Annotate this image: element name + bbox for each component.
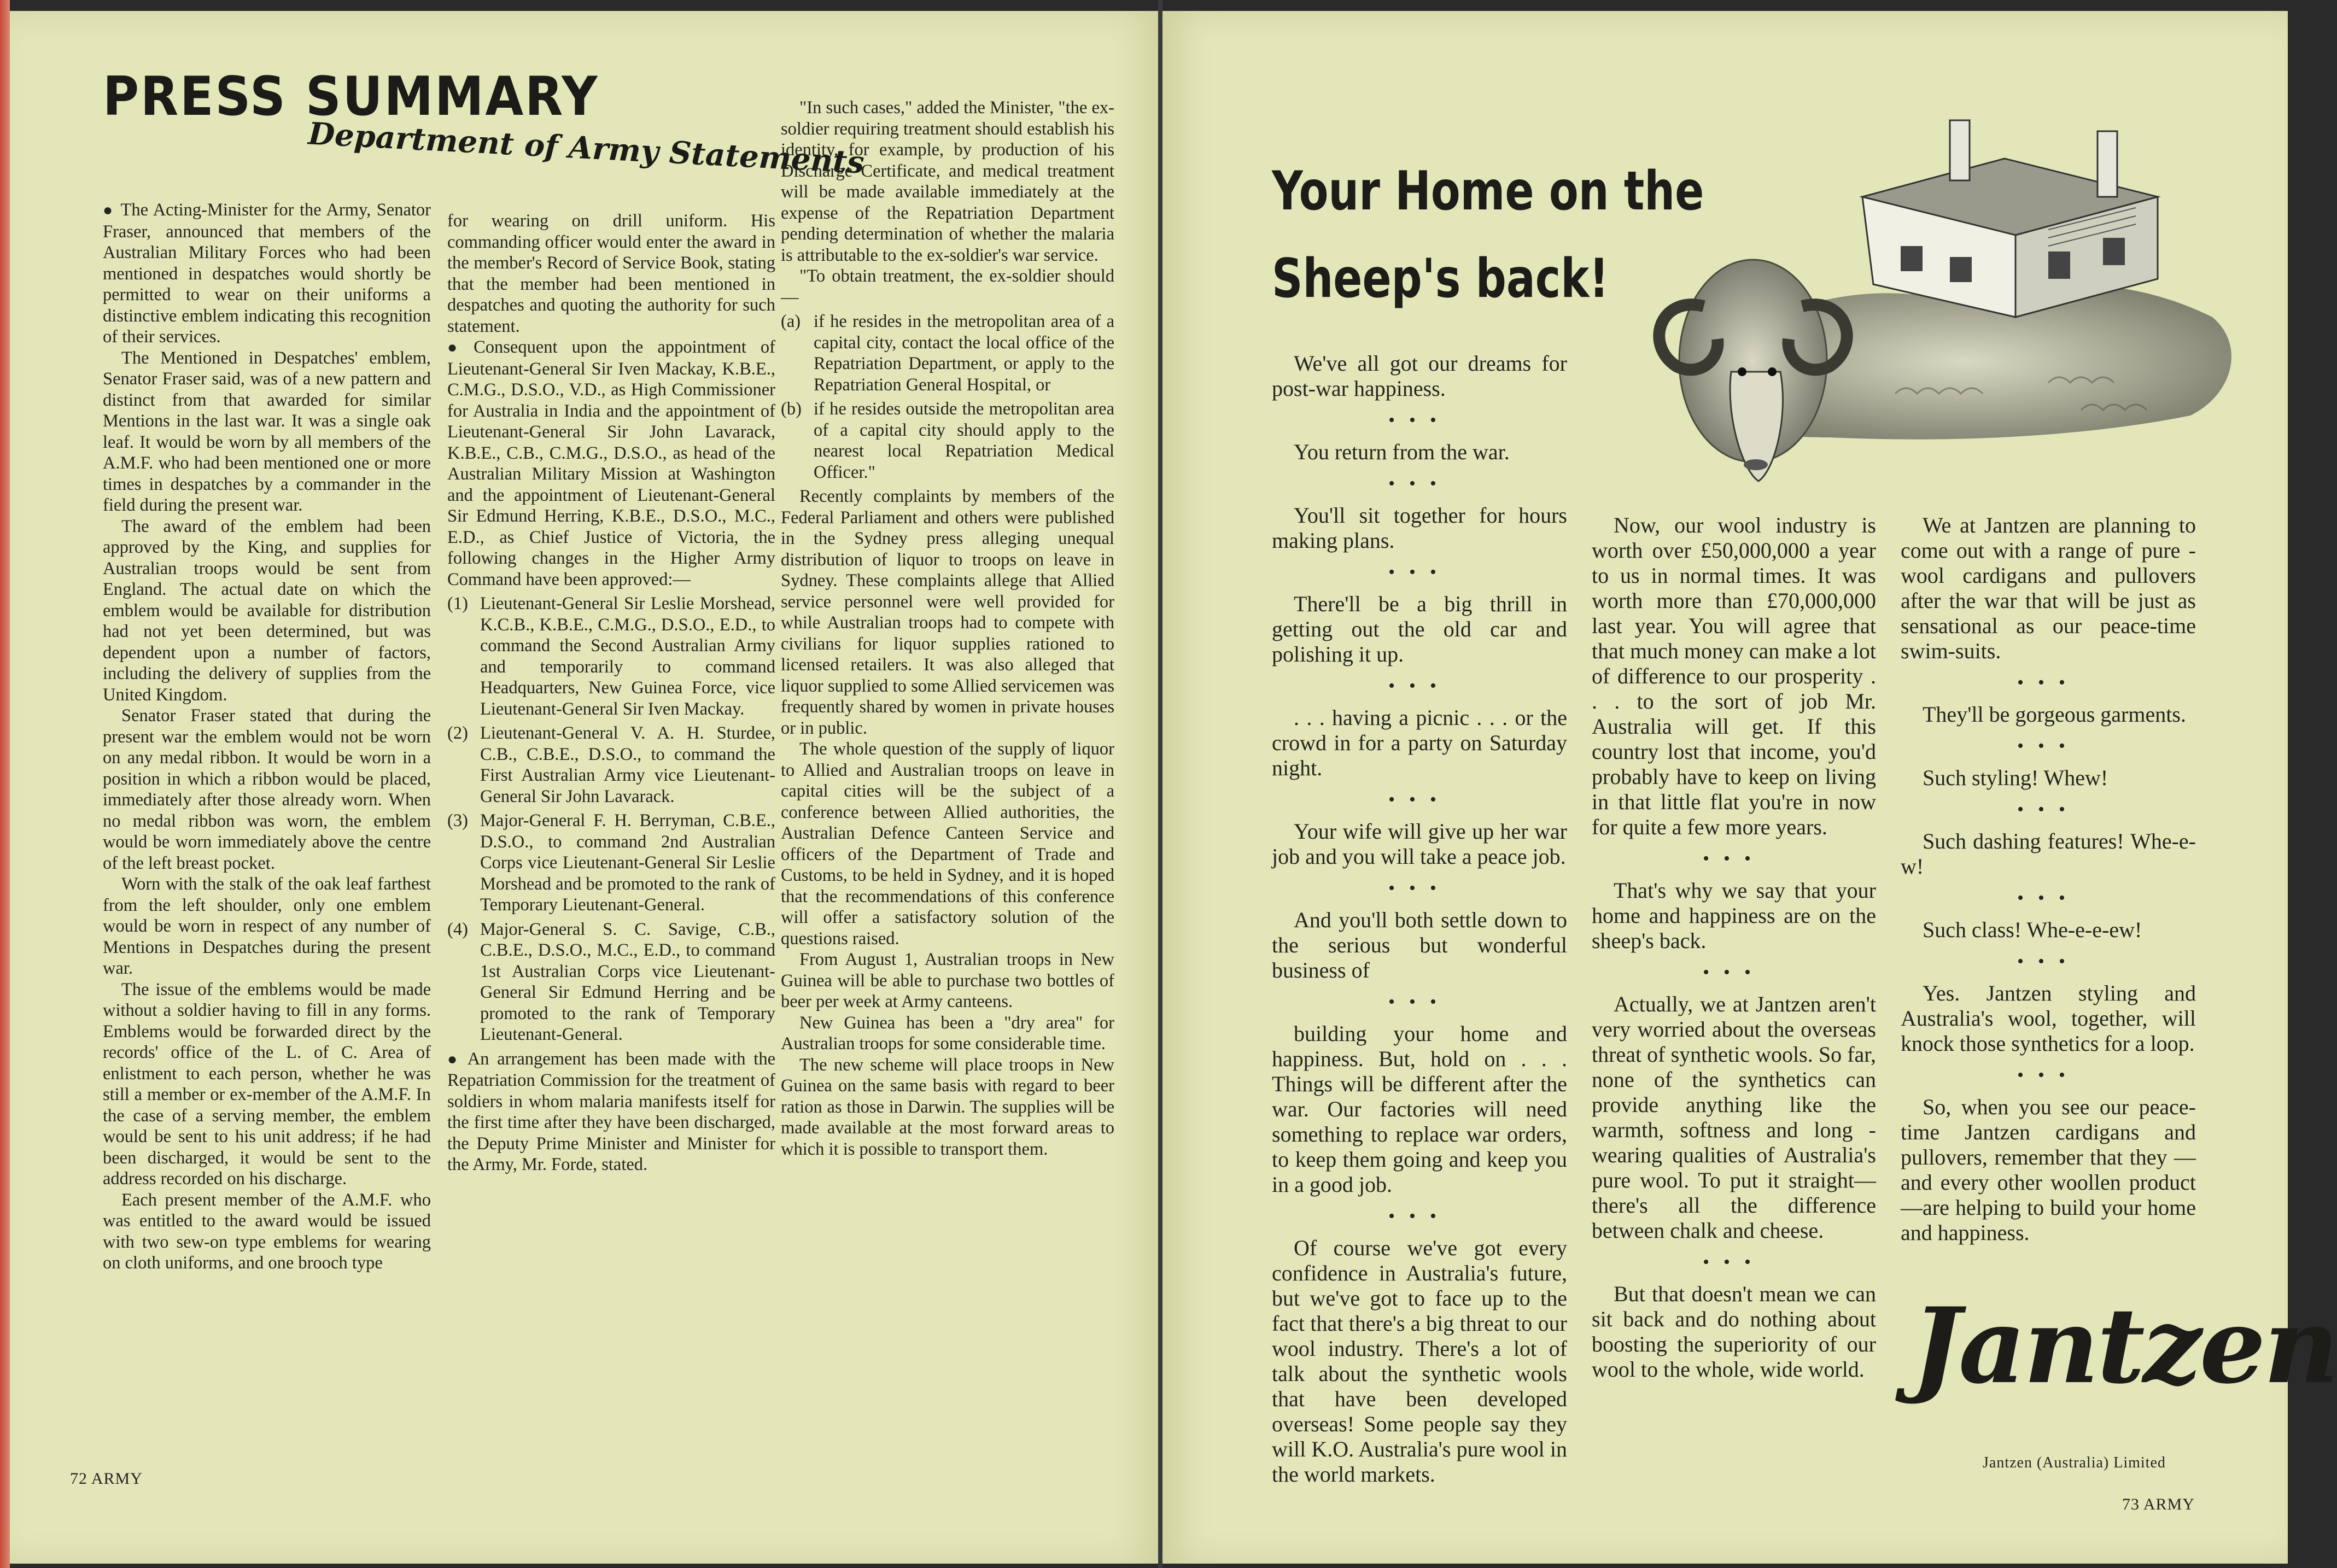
list-item bbox=[447, 723, 775, 807]
list-item bbox=[781, 399, 1114, 483]
jantzen-logo: Jantzen bbox=[1912, 1285, 2337, 1407]
ad-column-1 bbox=[1272, 351, 1567, 1487]
list-item-text: Lieutenant-General Sir Leslie Morshead, K.C.B., K.B.E., C.M.G., D.S.O., E.D., to command the Second Australian Army and temporarily to command Headquarters, New Guinea Force, vice Lieutenant-General Sir Iven Mackay. bbox=[480, 594, 775, 719]
list-item-text: if he resides outside the metropolitan area of a capital city should apply to the nearest local Repatriation Medical Officer." bbox=[814, 399, 1114, 482]
paragraph: So, when you see our peace-time Jantzen cardigans and pullovers, remember that they —and every other woollen product—are helping to build your home and happiness. bbox=[1901, 1095, 2196, 1245]
list-item bbox=[447, 919, 775, 1045]
list-item-marker: (3) bbox=[447, 811, 468, 830]
section-divider-dots: ••• bbox=[1388, 878, 1451, 898]
left-column-1 bbox=[103, 200, 431, 1274]
section-divider-dots: ••• bbox=[1703, 1252, 1765, 1272]
ad-column-2 bbox=[1592, 513, 1876, 1382]
section-divider-dots: ••• bbox=[1388, 473, 1451, 494]
paragraph: There'll be a big thrill in getting out the old car and polishing it up. bbox=[1272, 592, 1567, 666]
jantzen-company-name: Jantzen (Australia) Limited bbox=[1983, 1454, 2166, 1471]
section-divider-dots: ••• bbox=[1388, 789, 1451, 810]
list-item-marker: (4) bbox=[447, 919, 468, 939]
list-item-text: Lieutenant-General V. A. H. Sturdee, C.B., C.B.E., D.S.O., to command the First Australian Army vice Lieutenant-General Sir John Lavarack. bbox=[480, 723, 775, 806]
department-subhead: Department of Army Statements bbox=[307, 115, 866, 181]
section-divider-dots: ••• bbox=[2017, 1065, 2079, 1085]
left-column-3 bbox=[781, 97, 1114, 1160]
paragraph: That's why we say that your home and happiness are on the sheep's back. bbox=[1592, 878, 1876, 953]
paragraph: We've all got our dreams for post-war happiness. bbox=[1272, 351, 1567, 401]
list-item-marker: (a) bbox=[781, 312, 801, 331]
paragraph: New Guinea has been a "dry area" for Australian troops for some considerable time. bbox=[781, 1013, 1114, 1054]
paragraph: Of course we've got every confidence in Australia's future, but we've got to face up to the fact that there's a big threat to our wool industry. There's a lot of talk about the synthetic wools that have been developed overseas! Some people say they will K.O. Australia's pure wool in the world markets. bbox=[1272, 1236, 1567, 1487]
paragraph: We at Jantzen are planning to come out with a range of pure - wool cardigans and pullovers after the war that will be just as sensational as our peace-time swim-suits. bbox=[1901, 513, 2196, 663]
list-item bbox=[447, 593, 775, 719]
paragraph: The award of the emblem had been approved by the King, and supplies for Australian troops would be sent from England. The actual date on which the emblem would be available for distribution had not yet been determined, but was dependent upon a number of factors, including the delivery of supplies from the United Kingdom. bbox=[103, 516, 431, 705]
ad-column-3 bbox=[1901, 513, 2196, 1245]
paragraph: "In such cases," added the Minister, "the ex-soldier requiring treatment should establish his identity, for example, by production of his Discharge Certificate, and medical treatment will be made available immediately at the expense of the Repatriation Department pending determination of whether the malaria is attributable to the ex-soldier's war service. bbox=[781, 98, 1114, 265]
left-page bbox=[10, 11, 1160, 1564]
paragraph: Yes. Jantzen styling and Australia's wool, together, will knock those synthetics for a loop. bbox=[1901, 981, 2196, 1056]
paragraph: And you'll both settle down to the serious but wonderful business of bbox=[1272, 908, 1567, 982]
section-divider-dots: ••• bbox=[1703, 849, 1765, 869]
page-number-left: 72 ARMY bbox=[70, 1470, 143, 1488]
spine-gutter bbox=[1158, 0, 1162, 1568]
paragraph: The Mentioned in Despatches' emblem, Senator Fraser said, was of a new pattern and distinct from that awarded for similar Mentions in the last war. It was a single oak leaf. It would be worn by all members of the A.M.F. who had been mentioned one or more times in despatches by a commander in the field during the present war. bbox=[103, 348, 431, 515]
paragraph: . . . having a picnic . . . or the crowd in for a party on Saturday night. bbox=[1272, 705, 1567, 780]
paragraph: But that doesn't mean we can sit back and do nothing about boosting the superiority of our wool to the whole, wide world. bbox=[1592, 1282, 1876, 1382]
paragraph: Such styling! Whew! bbox=[1923, 765, 2108, 790]
section-divider-dots: ••• bbox=[1388, 562, 1451, 582]
paragraph: Now, our wool industry is worth over £50,000,000 a year to us in normal times. It was worth more than £70,000,000 last year. You will agree that that much money can make a lot of difference to our prosperity . . . to the sort of job Mr. Australia will get. If this country lost that income, you'd probably have to keep on living in that little flat you're in now for quite a few more years. bbox=[1592, 513, 1876, 839]
list-item bbox=[781, 311, 1114, 395]
list-item-marker: (2) bbox=[447, 723, 468, 743]
paragraph: Such dashing features! Whe-e-w! bbox=[1901, 829, 2196, 879]
section-divider-dots: ••• bbox=[2017, 736, 2079, 756]
section-divider-dots: ••• bbox=[1388, 1206, 1451, 1226]
paragraph: You return from the war. bbox=[1294, 440, 1510, 464]
paragraph: They'll be gorgeous garments. bbox=[1923, 702, 2186, 727]
paragraph: The new scheme will place troops in New Guinea on the same basis with regard to beer ration as those in Darwin. The supplies will be made available at the most forward areas to which it is possible to transport them. bbox=[781, 1055, 1114, 1159]
paragraph: Senator Fraser stated that during the present war the emblem would not be worn on any medal ribbon. It would be worn in a position in which a ribbon would be placed, immediately after those already worn. When no medal ribbon was worn, the emblem would be worn immediately above the centre of the left breast pocket. bbox=[103, 706, 431, 873]
page-edge bbox=[0, 0, 10, 1568]
paragraph: The whole question of the supply of liquor to Allied and Australian troops on leave in capital cities will be the subject of a conference between Allied authorities, the Australian Defence Canteen Service and officers of the Department of Trade and Customs, to be held in Sydney, and it is hoped that the recommendations of this conference will offer a satisfactory solution of the questions raised. bbox=[781, 739, 1114, 949]
list-item bbox=[447, 810, 775, 916]
left-column-2 bbox=[447, 210, 775, 1175]
section-divider-dots: ••• bbox=[2017, 951, 2079, 972]
ad-headline-line-1: Your Home on the bbox=[1272, 160, 1704, 223]
list-item-marker: (b) bbox=[781, 399, 802, 419]
paragraph: building your home and happiness. But, hold on . . . Things will be different after the war. Our factories will need something to replace war orders, to keep them going and keep you in a good job. bbox=[1272, 1021, 1567, 1197]
section-divider-dots: ••• bbox=[1703, 962, 1765, 982]
section-divider-dots: ••• bbox=[1388, 676, 1451, 696]
list-item-text: Major-General F. H. Berryman, C.B.E., D.S.O., to command 2nd Australian Corps vice Lieutenant-General Sir Leslie Morshead and be promoted to the rank of Temporary Lieutenant-General. bbox=[480, 811, 775, 915]
ram-and-house-illustration bbox=[1666, 87, 2251, 525]
paragraph: Each present member of the A.M.F. who was entitled to the award would be issued with two sew-on type emblems for wearing on cloth uniforms, and one brooch type bbox=[103, 1190, 431, 1273]
ad-headline bbox=[1272, 148, 1704, 323]
paragraph: From August 1, Australian troops in New Guinea will be able to purchase two bottles of beer per week at Army canteens. bbox=[781, 950, 1114, 1011]
paragraph: "To obtain treatment, the ex-soldier should— bbox=[781, 266, 1114, 307]
paragraph: Recently complaints by members of the Federal Parliament and others were published in the Sydney press alleging unequal distribution of liquor to troops on leave in Sydney. These complaints allege that Allied service personnel were well provided for while Australian troops had to compete with civilians for liquor supplies rationed to licensed retailers. It was also alleged that liquor supplied to some Allied servicemen was frequently shared by women in private houses or in public. bbox=[781, 487, 1114, 738]
section-divider-dots: ••• bbox=[2017, 672, 2079, 693]
list-item-text: if he resides in the metropolitan area of a capital city, contact the local office of the Repatriation Department, or apply to the Repatriation General Hospital, or bbox=[814, 312, 1114, 395]
paragraph: Actually, we at Jantzen aren't very worried about the overseas threat of synthetic wools. So far, none of the synthetics can provide anything like the warmth, softness and long - wearing qualities of Australia's pure wool. To put it straight— there's all the difference between chalk and cheese. bbox=[1592, 992, 1876, 1243]
ad-headline-line-2: Sheep's back! bbox=[1272, 248, 1609, 310]
section-divider-dots: ••• bbox=[1388, 410, 1451, 430]
paragraph: The issue of the emblems would be made without a soldier having to fill in any forms. Emblems would be forwarded direct by the records' office of the L. of C. Area of enlistment to each person, whether he was still a member or ex-member of the A.M.F. In the case of a serving member, the emblem would be sent to his unit address; if he had been discharged, it would be sent to the address recorded on his discharge. bbox=[103, 979, 431, 1189]
page-number-right: 73 ARMY bbox=[2122, 1495, 2195, 1513]
bulleted-paragraph: ● The Acting-Minister for the Army, Senator Fraser, announced that members of the Australian Military Forces who had been mentioned in despatches would shortly be permitted to wear on their uniforms a distinctive emblem indicating this recognition of their services. bbox=[103, 200, 431, 348]
paragraph: Such class! Whe-e-e-ew! bbox=[1923, 917, 2142, 942]
section-divider-dots: ••• bbox=[2017, 888, 2079, 908]
list-item-text: Major-General S. C. Savige, C.B., C.B.E., D.S.O., M.C., E.D., to command 1st Australian Corps vice Lieutenant-General Sir Edmund Herring and be promoted to the rank of Temporary Lieutenant-General. bbox=[480, 919, 775, 1044]
paragraph: for wearing on drill uniform. His commanding officer would enter the award in the member's Record of Service Book, stating that the member had been mentioned in despatches and quoting the authority for such statement. bbox=[447, 211, 775, 336]
list-item-marker: (1) bbox=[447, 594, 468, 613]
bulleted-paragraph: ● An arrangement has been made with the Repatriation Commission for the treatment of soldiers in whom malaria manifests itself for the first time after they have been discharged, the Deputy Prime Minister and Minister for the Army, Mr. Forde, stated. bbox=[447, 1049, 775, 1175]
right-page-advertisement bbox=[1162, 11, 2337, 1564]
section-divider-dots: ••• bbox=[1388, 992, 1451, 1012]
press-summary-masthead: PRESS SUMMARY bbox=[103, 66, 599, 128]
paragraph: Worn with the stalk of the oak leaf farthest from the left shoulder, only one emblem would be worn in respect of any number of Mentions in Despatches during the present war. bbox=[103, 874, 431, 978]
section-divider-dots: ••• bbox=[2017, 799, 2079, 820]
paragraph: Your wife will give up her war job and you will take a peace job. bbox=[1272, 819, 1567, 869]
bulleted-paragraph: ● Consequent upon the appointment of Lieutenant-General Sir Iven Mackay, K.B.E., C.M.G., D.S.O., V.D., as High Commissioner for Australia in India and the appointment of Lieutenant-General Sir John Lavarack, K.B.E., C.B., C.M.G., D.S.O., as head of the Australian Military Mission at Washington and the appointment of Lieutenant-General Sir Edmund Herring, K.B.E., D.S.O., M.C., E.D., as Chief Justice of Victoria, the following changes in the Higher Army Command have been approved:— bbox=[447, 337, 775, 590]
paragraph: You'll sit together for hours making plans. bbox=[1272, 503, 1567, 553]
